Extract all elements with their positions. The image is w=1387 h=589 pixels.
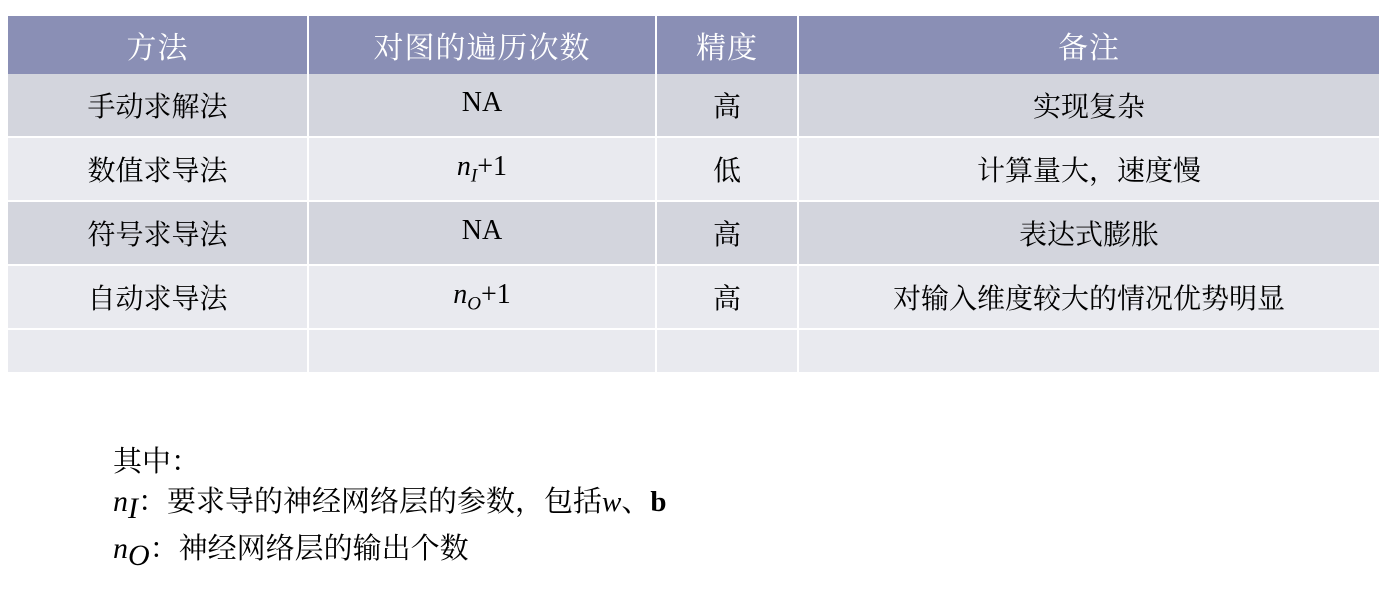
table-row-filler: [8, 329, 1379, 373]
column-header-remark: 备注: [798, 16, 1379, 74]
legend-var-w: w: [602, 486, 622, 518]
legend-text: ：要求导的神经网络层的参数，包括: [138, 486, 603, 518]
legend-symbol: n: [113, 485, 128, 518]
comparison-table: [8, 16, 1379, 374]
table-header: [8, 16, 1379, 74]
legend-symbol: n: [113, 531, 128, 565]
cell-traversals: [308, 74, 656, 137]
cell-traversals-suffix: +1: [477, 151, 508, 183]
legend-item-ni: [113, 482, 667, 529]
cell-method: 数值求导法: [8, 137, 308, 201]
cell-precision: 高: [656, 74, 798, 137]
legend-symbol-subscript: O: [128, 538, 150, 572]
cell-method: 符号求导法: [8, 201, 308, 265]
table-row: [8, 201, 1379, 265]
cell-remark: 对输入维度较大的情况优势明显: [798, 265, 1379, 329]
legend-notes: [113, 442, 667, 576]
cell-precision: 低: [656, 137, 798, 201]
cell-filler: [8, 329, 308, 373]
legend-item-no: [113, 529, 667, 576]
column-header-method: 方法: [8, 16, 308, 74]
table-row: [8, 137, 1379, 201]
legend-text: ：神经网络层的输出个数: [149, 532, 469, 565]
legend-symbol-subscript: I: [128, 491, 138, 525]
cell-precision: 高: [656, 201, 798, 265]
cell-remark: 实现复杂: [798, 74, 1379, 137]
cell-traversals-subscript: O: [467, 293, 481, 315]
cell-traversals: [308, 265, 656, 329]
table-row: [8, 74, 1379, 137]
table-body: [8, 74, 1379, 373]
cell-remark: 表达式膨胀: [798, 201, 1379, 265]
cell-filler: [308, 329, 656, 373]
column-header-traversals: 对图的遍历次数: [308, 16, 656, 74]
table-row: [8, 265, 1379, 329]
cell-method: 手动求解法: [8, 74, 308, 137]
cell-traversals-symbol: NA: [461, 215, 503, 247]
cell-filler: [798, 329, 1379, 373]
cell-method: 自动求导法: [8, 265, 308, 329]
legend-var-b: b: [650, 486, 667, 518]
legend-intro: 其中：: [113, 446, 201, 478]
cell-traversals-suffix: +1: [480, 279, 511, 311]
table-header-row: [8, 16, 1379, 74]
column-header-precision: 精度: [656, 16, 798, 74]
cell-precision: 高: [656, 265, 798, 329]
cell-traversals-symbol: n: [456, 151, 471, 183]
cell-filler: [656, 329, 798, 373]
cell-traversals-symbol: n: [453, 279, 468, 311]
legend-separator: 、: [621, 486, 651, 518]
cell-traversals-symbol: NA: [461, 87, 503, 119]
cell-traversals: [308, 137, 656, 201]
cell-remark: 计算量大，速度慢: [798, 137, 1379, 201]
cell-traversals-subscript: I: [470, 165, 478, 187]
cell-traversals: [308, 201, 656, 265]
